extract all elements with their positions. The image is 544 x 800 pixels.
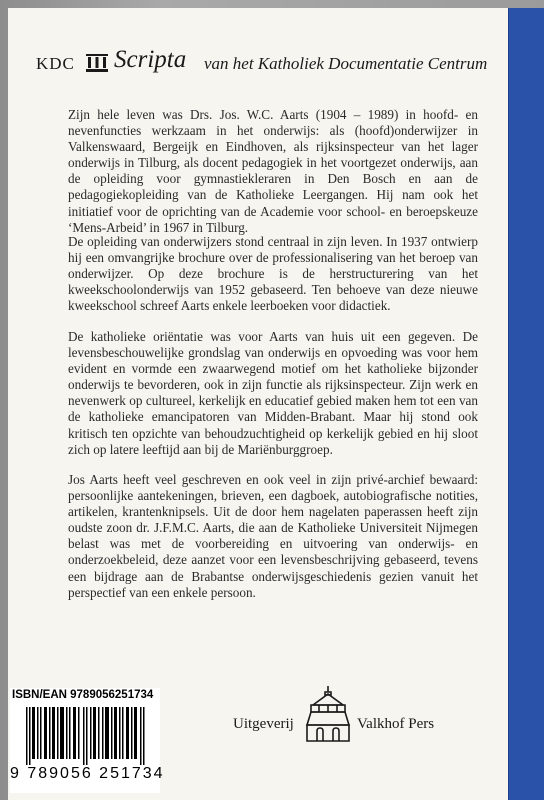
paragraph-4: Jos Aarts heeft veel geschreven en ook veel in zijn privé-archief bewaard: persoonlijke aantekeningen, brieven, een dagboek, autobiografische notities, artikelen, krantenknipsels. Uit de door hem nagelaten paperassen heeft zijn oudste zoon dr. J.F.M.C. Aarts, die aan de Katholieke Universiteit Nijmegen belast was met de voorbereiding en uitvoering van onderwijs- en onderzoekbeleid, deze aanzet voor een levensbeschrijving gebaseerd, tevens een bijdrage aan de Brabantse onderwijsgeschiedenis gezien vanuit het perspectief van een enkele persoon. xyxy=(68,472,478,600)
barcode-bars xyxy=(26,707,146,765)
isbn-label: ISBN/EAN 9789056251734 xyxy=(12,689,154,701)
kdc-pillars-logo-icon xyxy=(86,54,108,72)
kdc-label: KDC xyxy=(36,54,75,73)
valkhof-chapel-logo-icon xyxy=(305,685,351,743)
series-subtitle: van het Katholiek Documentatie Centrum xyxy=(204,54,488,73)
blue-spine-strip xyxy=(508,8,544,800)
paragraph-2: De opleiding van onderwijzers stond centraal in zijn leven. In 1937 ontwierp hij een omvangrijke brochure over de professionalisering van het beroep van onderwijzer. Op deze brochure is de herstructurering van het kweekschoolonderwijs van 1952 gebaseerd. Ten behoeve van deze nieuwe kweekschool schreef Aarts enkele leerboeken voor didactiek. xyxy=(68,234,478,314)
barcode-number: 9 789056 251734 xyxy=(10,765,165,782)
publisher-uitgeverij: Uitgeverij xyxy=(233,716,294,732)
scripta-title: Scripta xyxy=(114,46,187,73)
paragraph-3: De katholieke oriëntatie was voor Aarts van huis uit een gegeven. De levensbeschouwelijke grondslag van onderwijs en opvoeding was voor hem evident en vormde een zwaarwegend motief om het katholieke bijzonder onderwijs te bevorderen, ook in zijn functie als rijksinspecteur. Zijn werk en nevenwerk op cultureel, kerkelijk en educatief gebied maken hem tot een van de katholieke emancipatoren van Midden-Brabant. Maar hij stond ook kritisch ten opzichte van behoudzuchtigheid op kerkelijk gebied en hij sloot zich op latere leeftijd aan bij de Mariënburggroep. xyxy=(68,329,478,457)
paragraph-1: Zijn hele leven was Drs. Jos. W.C. Aarts (1904 – 1989) in hoofd- en nevenfuncties werkzaam in het onderwijs: als (hoofd)onderwijzer in Valkenswaard, Bergeijk en Eindhoven, als rijksinspecteur van het lager onderwijs in Tilburg, als docent pedagogiek in het voortgezet onderwijs, aan de opleiding voor gymnastiekleraren in Den Bosch en aan de pedagogiekopleiding van de Katholieke Leergangen. Hij nam ook het initiatief voor de oprichting van de Academie voor school- en beroepskeuze ‘Mens-Arbeid’ in 1967 in Tilburg. xyxy=(68,107,478,235)
series-header xyxy=(36,46,506,78)
isbn-barcode xyxy=(10,688,165,793)
publisher-name: Valkhof Pers xyxy=(357,716,435,732)
